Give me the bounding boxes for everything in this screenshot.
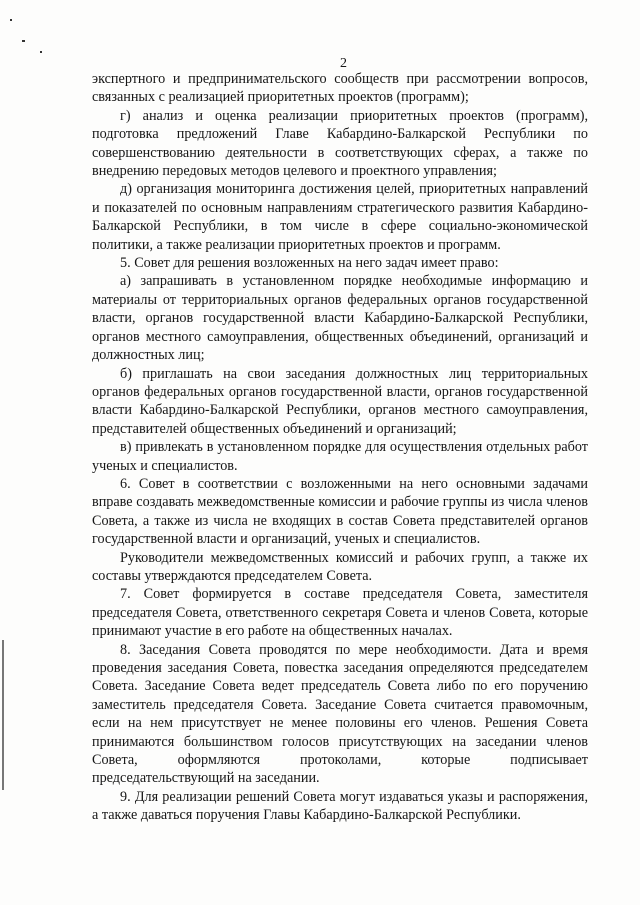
scan-speck <box>10 19 12 21</box>
document-body <box>92 70 588 825</box>
paragraph-section-6: 6. Совет в соответствии с возложенными на него основными задачами вправе создавать межведомственные комиссии и рабочие группы из числа членов Совета, а также из числа не входящих в состав Совета представителей органов государственной власти и организаций, ученых и специалистов. <box>92 475 588 548</box>
scan-speck <box>40 51 42 53</box>
binding-edge-mark <box>2 640 4 790</box>
paragraph-continuation: экспертного и предпринимательского сообществ при рассмотрении вопросов, связанных с реализацией приоритетных проектов (программ); <box>92 71 588 106</box>
paragraph-item-d: д) организация мониторинга достижения целей, приоритетных направлений и показателей по основным направлениям стратегического развития Кабардино-Балкарской Республики, в том числе в сфере социально-экономической политики, а также реализации приоритетных проектов и программ. <box>92 181 588 253</box>
paragraph-item-b: б) приглашать на свои заседания должностных лиц территориальных органов федеральных органов государственной власти, органов государственной власти Кабардино-Балкарской Республики, органов местного самоуправления, представителей общественных объединений и организаций; <box>92 365 588 437</box>
paragraph-section-9: 9. Для реализации решений Совета могут издаваться указы и распоряжения, а также даваться поручения Главы Кабардино-Балкарской Республики. <box>92 788 588 824</box>
paragraph-section-8: 8. Заседания Совета проводятся по мере необходимости. Дата и время проведения заседания Совета, повестка заседания определяются председателем Совета. Заседание Совета ведет председатель Совета либо по его поручению заместитель председателя Совета. Заседание Совета считается правомочным, если на нем присутствует не менее половины его членов. Решения Совета принимаются большинством голосов присутствующих на заседании членов Совета, оформляются протоколами, которые подписывает председательствующий на заседании. <box>92 641 588 787</box>
page-number: 2 <box>340 56 347 71</box>
paragraph-item-a: а) запрашивать в установленном порядке необходимые информацию и материалы от территориальных органов федеральных органов государственной власти, органов государственной власти Кабардино-Балкарской Республики, органов местного самоуправления, общественных объединений, организаций и должностных лиц; <box>92 273 588 364</box>
paragraph-section-5: 5. Совет для решения возложенных на него задач имеет право: <box>120 255 499 272</box>
paragraph-item-v: в) привлекать в установленном порядке для осуществления отдельных работ ученых и специалистов. <box>92 439 588 474</box>
paragraph-section-6-heads: Руководители межведомственных комиссий и рабочих групп, а также их составы утверждаются председателем Совета. <box>92 549 588 584</box>
scan-speck <box>22 40 25 42</box>
paragraph-section-7: 7. Совет формируется в составе председателя Совета, заместителя председателя Совета, ответственного секретаря Совета и членов Совета, которые принимают участие в его работе на общественных началах. <box>92 586 588 640</box>
paragraph-item-g: г) анализ и оценка реализации приоритетных проектов (программ), подготовка предложений Главе Кабардино-Балкарской Республики по совершенствованию деятельности в соответствующих сферах, а также по внедрению передовых методов целевого и проектного управления; <box>92 107 588 180</box>
